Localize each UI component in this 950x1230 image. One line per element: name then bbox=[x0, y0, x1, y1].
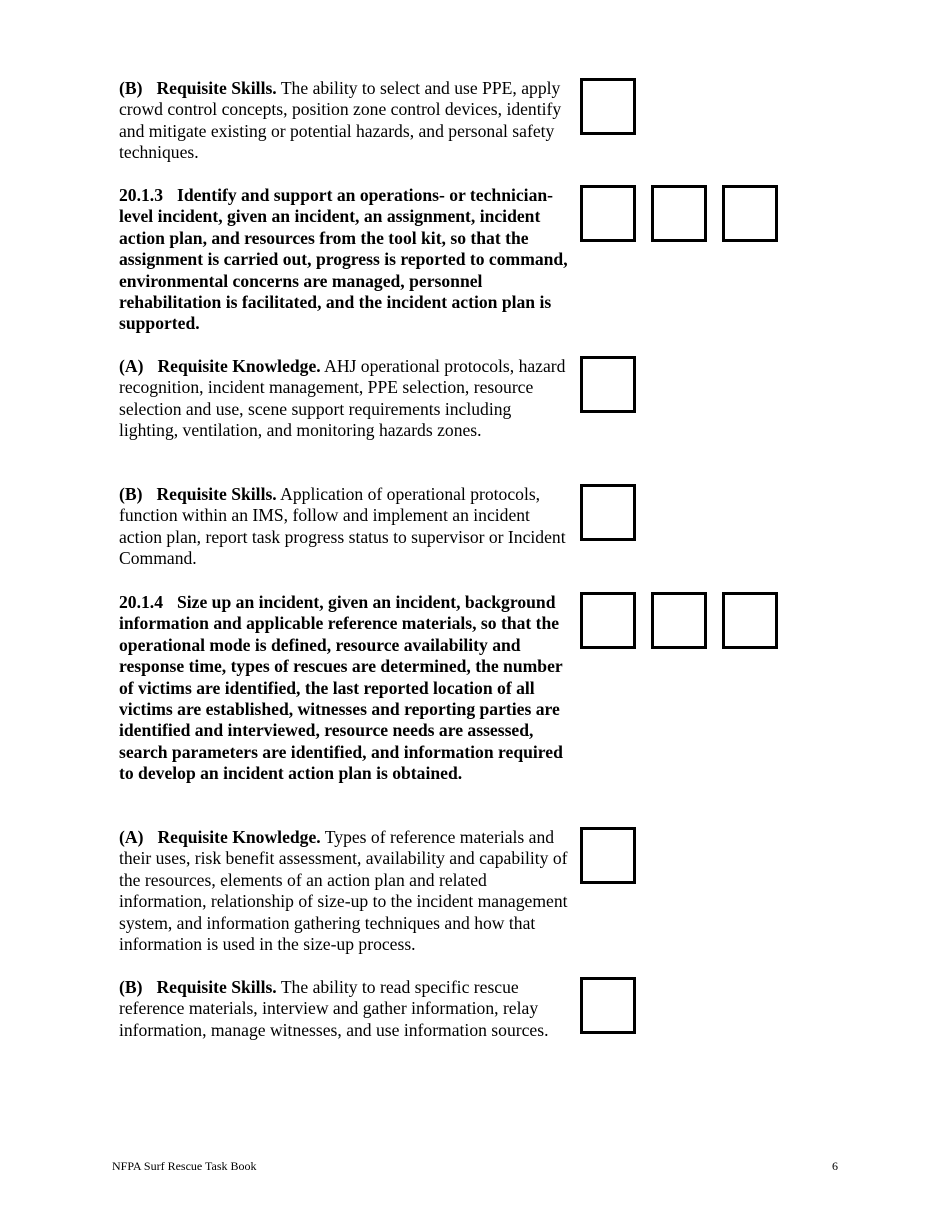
signoff-checkbox[interactable] bbox=[722, 185, 778, 242]
standard-text: Size up an incident, given an incident, background information and applicable reference materials, so that the operational mode is defined, resource availability and response time, types of rescues are determined, the number of victims are identified, the last reported location of all victims are established, witnesses and reporting parties are identified and interviewed, resource needs are assessed, search parameters are identified, and information required to develop an incident action plan is obtained. bbox=[119, 592, 563, 784]
item-text: Application of operational protocols, function within an IMS, follow and implement an incident action plan, report task progress status to supervisor or Incident Command. bbox=[119, 484, 566, 569]
standard-paragraph bbox=[119, 592, 569, 785]
page-number: 6 bbox=[832, 1159, 838, 1173]
signoff-boxes bbox=[580, 827, 636, 884]
signoff-checkbox[interactable] bbox=[580, 827, 636, 884]
standard-text: Identify and support an operations- or technician-level incident, given an incident, an assignment, incident action plan, and resources from the tool kit, so that the assignment is carried out, progress is reported to command, environmental concerns are managed, personnel rehabilitation is facilitated, and the incident action plan is supported. bbox=[119, 185, 568, 334]
signoff-boxes bbox=[580, 977, 636, 1034]
signoff-checkbox[interactable] bbox=[580, 484, 636, 541]
signoff-checkbox[interactable] bbox=[580, 185, 636, 242]
item-text: The ability to read specific rescue reference materials, interview and gather information, relay information, manage witnesses, and use information sources. bbox=[119, 977, 549, 1040]
item-text: AHJ operational protocols, hazard recognition, incident management, PPE selection, resource selection and use, scene support requirements including lighting, ventilation, and monitoring hazards zones. bbox=[119, 356, 566, 441]
item-label: (B) bbox=[119, 977, 143, 997]
footer-title: NFPA Surf Rescue Task Book bbox=[112, 1159, 257, 1173]
signoff-boxes bbox=[580, 185, 778, 242]
signoff-boxes bbox=[580, 356, 636, 413]
signoff-checkbox[interactable] bbox=[651, 592, 707, 649]
item-label: (A) bbox=[119, 827, 144, 847]
item-title: Requisite Skills. bbox=[156, 484, 277, 504]
standard-number: 20.1.4 bbox=[119, 592, 163, 612]
item-title: Requisite Knowledge. bbox=[157, 827, 321, 847]
signoff-checkbox[interactable] bbox=[651, 185, 707, 242]
requisite-skills-paragraph bbox=[119, 78, 569, 164]
item-title: Requisite Skills. bbox=[156, 977, 277, 997]
signoff-checkbox[interactable] bbox=[580, 592, 636, 649]
item-title: Requisite Knowledge. bbox=[157, 356, 321, 376]
signoff-checkbox[interactable] bbox=[580, 356, 636, 413]
requisite-skills-paragraph bbox=[119, 484, 569, 570]
item-label: (A) bbox=[119, 356, 144, 376]
item-title: Requisite Skills. bbox=[156, 78, 277, 98]
signoff-checkbox[interactable] bbox=[722, 592, 778, 649]
item-text: The ability to select and use PPE, apply crowd control concepts, position zone control devices, identify and mitigate existing or potential hazards, and personal safety techniques. bbox=[119, 78, 562, 163]
signoff-checkbox[interactable] bbox=[580, 977, 636, 1034]
standard-paragraph bbox=[119, 185, 569, 335]
signoff-boxes bbox=[580, 592, 778, 649]
signoff-checkbox[interactable] bbox=[580, 78, 636, 135]
standard-number: 20.1.3 bbox=[119, 185, 163, 205]
requisite-skills-paragraph bbox=[119, 977, 569, 1041]
item-text: Types of reference materials and their uses, risk benefit assessment, availability and capability of the resources, elements of an action plan and related information, relationship of size-up to the incident management system, and information gathering techniques and how that information is used in the size-up process. bbox=[119, 827, 568, 955]
requisite-knowledge-paragraph bbox=[119, 356, 569, 442]
signoff-boxes bbox=[580, 484, 636, 541]
signoff-boxes bbox=[580, 78, 636, 135]
item-label: (B) bbox=[119, 484, 143, 504]
item-label: (B) bbox=[119, 78, 143, 98]
requisite-knowledge-paragraph bbox=[119, 827, 569, 955]
